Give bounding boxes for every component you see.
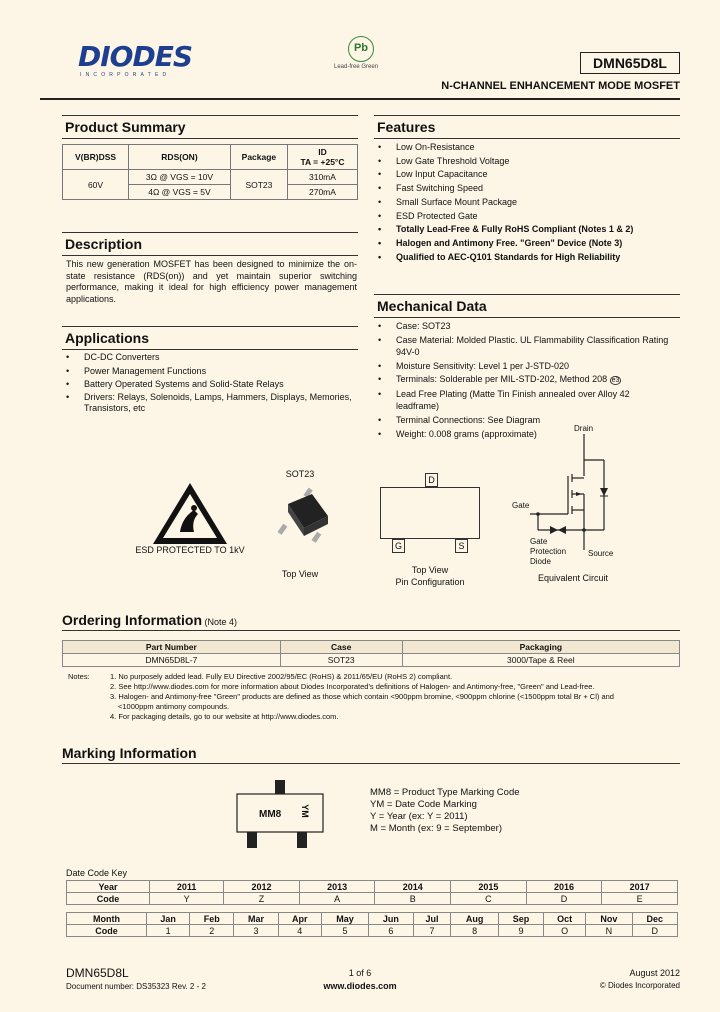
description-title: Description — [62, 232, 358, 256]
features-list — [374, 141, 680, 264]
equivalent-circuit-caption: Equivalent Circuit — [537, 573, 609, 583]
part-number-box: DMN65D8L — [580, 52, 680, 74]
list-item: • Battery Operated Systems and Solid-State Relays — [62, 378, 362, 392]
cell-vbr: 60V — [63, 170, 129, 200]
col-package: Package — [230, 145, 287, 170]
footer-copyright: © Diodes Incorporated — [599, 981, 680, 990]
list-item: • Low Gate Threshold Voltage — [374, 155, 680, 169]
list-item: • Terminals: Solderable per MIL-STD-202, Method 208 e3 — [374, 373, 674, 388]
date-code-key-label: Date Code Key — [66, 868, 128, 878]
header-rule — [40, 98, 680, 100]
marking-legend: MM8 = Product Type Marking Code YM = Date Code Marking Y = Year (ex: Y = 2011) M = Month (ex: 9 = September) — [370, 787, 520, 834]
footer-part: DMN65D8L — [66, 966, 129, 980]
month-code-table — [66, 912, 678, 937]
list-item: • Fast Switching Speed — [374, 182, 680, 196]
cell-package: SOT23 — [230, 170, 287, 200]
product-summary-title: Product Summary — [62, 115, 358, 139]
table-row: Code 1 2 3 4 5 6 7 8 9 O N D — [67, 925, 678, 937]
gate-protection-label: Gate Protection Diode — [530, 537, 567, 566]
mechanical-title: Mechanical Data — [374, 294, 680, 318]
table-row: Year 2011 2012 2013 2014 2015 2016 2017 — [67, 881, 678, 893]
esd-warning-icon — [150, 480, 230, 548]
esd-caption: ESD PROTECTED TO 1kV — [135, 545, 245, 555]
marking-title: Marking Information — [62, 745, 680, 764]
list-item: • Weight: 0.008 grams (approximate) — [374, 428, 674, 442]
list-item: • Small Surface Mount Package — [374, 196, 680, 210]
list-item: • Halogen and Antimony Free. "Green" Device (Note 3) — [374, 237, 680, 251]
list-item: • Drivers: Relays, Solenoids, Lamps, Hammers, Displays, Memories, Transistors, etc — [62, 392, 362, 414]
e3-icon: e3 — [611, 377, 620, 385]
notes-list: 1. No purposely added lead. Fully EU Directive 2002/95/EC (RoHS) & 2011/65/EU (RoHS 2) compliant. 2. See http://www.diodes.com for more information about Diodes Incorporated's definitions of Halogen- and Antimony-free, "Green" and Lead-free. 3. Halogen- and Antimony-free "Green" products are defined as those which contain <900ppm bromine, <900ppm chlorine (<1500ppm total Br + Cl) and <1000ppm antimony compounds. 4. For packaging details, go to our website at http://www.diodes.com. — [110, 672, 614, 721]
year-code-table — [66, 880, 678, 905]
pin-s: S — [455, 539, 468, 553]
list-item: • Lead Free Plating (Matte Tin Finish annealed over Alloy 42 leadframe) — [374, 388, 674, 412]
table-cell: SOT23 — [280, 654, 402, 667]
pin-config-caption: Top View Pin Configuration — [395, 565, 465, 587]
chip-code: MM8 — [259, 809, 282, 820]
ordering-table — [62, 640, 680, 667]
pin-d: D — [425, 473, 438, 487]
cell-rds: 4Ω @ VGS = 5V — [129, 185, 231, 200]
list-item: • Terminal Connections: See Diagram — [374, 414, 674, 428]
table-header: Part Number — [63, 641, 281, 654]
source-label: Source — [588, 549, 614, 558]
list-item: • Power Management Functions — [62, 365, 362, 379]
gate-label: Gate — [512, 501, 530, 510]
notes-label: Notes: — [68, 672, 90, 681]
table-row: Month Jan Feb Mar Apr May Jun Jul Aug Sep Oct Nov Dec — [67, 913, 678, 925]
list-item: • Totally Lead-Free & Fully RoHS Compliant (Notes 1 & 2) — [374, 223, 680, 237]
sot23-label: SOT23 — [285, 469, 315, 479]
cell-id: 310mA — [287, 170, 357, 185]
features-title: Features — [374, 115, 680, 139]
footer-date: August 2012 — [629, 968, 680, 978]
applications-list — [62, 351, 362, 414]
list-item: • Moisture Sensitivity: Level 1 per J-STD-020 — [374, 360, 674, 374]
lead-free-label: Lead-free Green — [334, 64, 379, 70]
list-item: • Low Input Capacitance — [374, 168, 680, 182]
list-item: • ESD Protected Gate — [374, 210, 680, 224]
table-cell: 3000/Tape & Reel — [402, 654, 679, 667]
cell-id: 270mA — [287, 185, 357, 200]
sot23-package-icon — [270, 482, 340, 552]
chip-ym: YM — [299, 804, 310, 818]
list-item: • Case: SOT23 — [374, 320, 674, 334]
top-view-caption: Top View — [281, 569, 319, 579]
table-header: Case — [280, 641, 402, 654]
ordering-title: Ordering Information (Note 4) — [62, 612, 680, 631]
pin-g: G — [392, 539, 405, 553]
list-item: • Low On-Resistance — [374, 141, 680, 155]
applications-title: Applications — [62, 326, 358, 350]
table-header: Packaging — [402, 641, 679, 654]
marking-chip-icon — [235, 778, 335, 858]
product-summary-table — [62, 144, 358, 200]
diodes-logo: DIODES — [78, 40, 192, 73]
description-text: This new generation MOSFET has been designed to minimize the on-state resistance (RDS(on)) and yet maintain superior switching performance, making it ideal for high efficiency power management applications. — [66, 259, 357, 304]
cell-rds: 3Ω @ VGS = 10V — [129, 170, 231, 185]
list-item: • Case Material: Molded Plastic. UL Flammability Classification Rating 94V-0 — [374, 334, 674, 358]
logo-subtitle: INCORPORATED — [80, 72, 171, 78]
table-cell: DMN65D8L-7 — [63, 654, 281, 667]
col-rds: RDS(ON) — [129, 145, 231, 170]
drain-label: Drain — [574, 424, 594, 433]
device-subtitle: N-CHANNEL ENHANCEMENT MODE MOSFET — [441, 80, 680, 92]
list-item: • Qualified to AEC-Q101 Standards for High Reliability — [374, 251, 680, 265]
footer-doc: Document number: DS35323 Rev. 2 - 2 — [66, 982, 206, 991]
col-id: ID TA = +25°C — [287, 145, 357, 170]
table-row: Code Y Z A B C D E — [67, 893, 678, 905]
footer-page: 1 of 6 — [348, 968, 372, 978]
pin-config-body — [380, 487, 480, 539]
list-item: • DC-DC Converters — [62, 351, 362, 365]
lead-free-icon: Pb — [348, 36, 374, 62]
mechanical-list — [374, 320, 674, 442]
footer-website-link[interactable]: www.diodes.com — [323, 981, 397, 991]
col-vbr: V(BR)DSS — [63, 145, 129, 170]
